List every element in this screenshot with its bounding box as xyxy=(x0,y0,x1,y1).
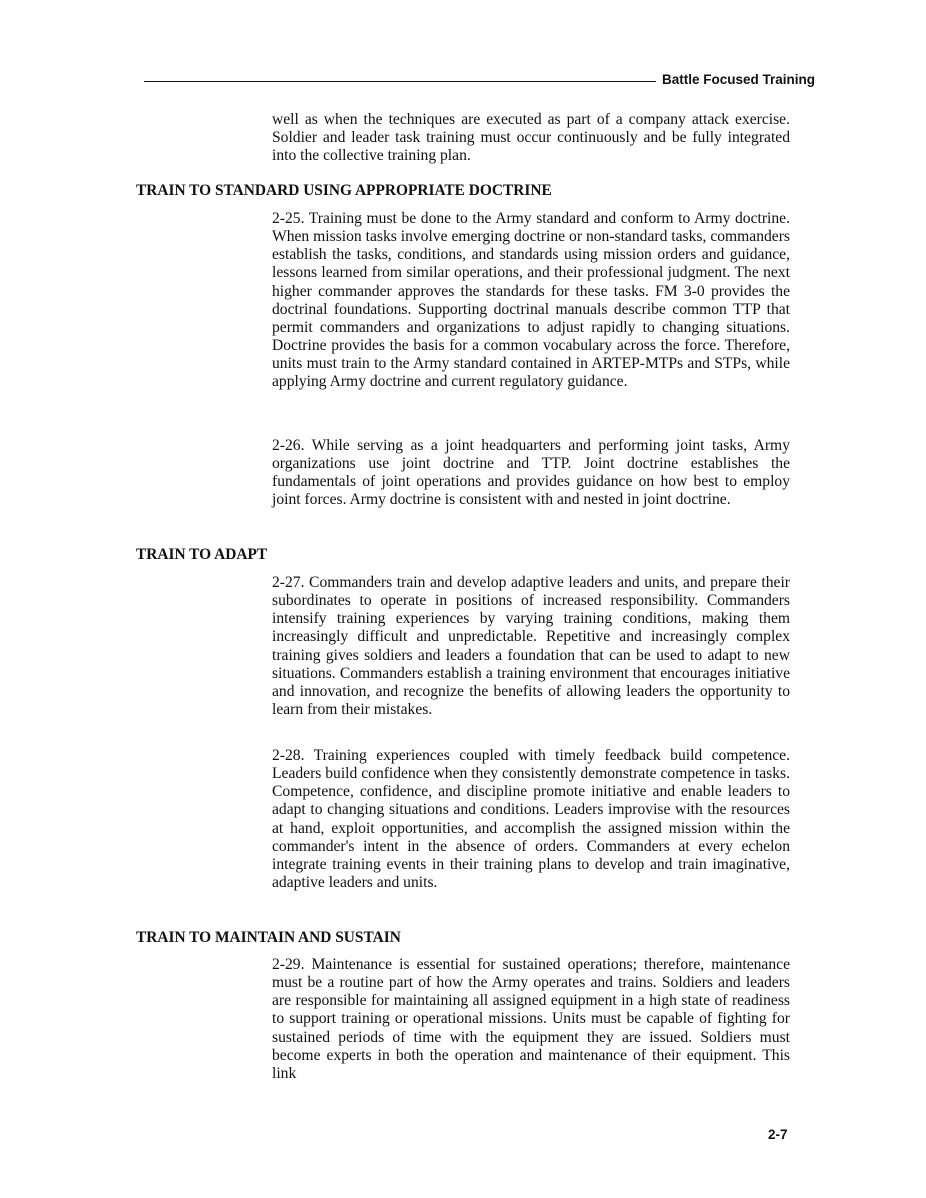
paragraph-2-29: 2-29. Maintenance is essential for sustained operations; therefore, maintenance must be a routine part of how the Army operates and trains. Soldiers and leaders are responsible for maintaining all assigned equipment in a high state of readiness to support training or operational missions. Units must be capable of fighting for sustained periods of time with the equipment they are issued. Soldiers must become experts in both the operation and maintenance of their equipment. This link xyxy=(272,956,790,1082)
paragraph-2-26: 2-26. While serving as a joint headquarters and performing joint tasks, Army organizations use joint doctrine and TTP. Joint doctrine establishes the fundamentals of joint operations and provides guidance on how best to employ joint forces. Army doctrine is consistent with and nested in joint doctrine. xyxy=(272,437,790,509)
section-heading-train-to-standard: TRAIN TO STANDARD USING APPROPRIATE DOCTRINE xyxy=(136,182,552,199)
header-rule xyxy=(144,81,656,82)
section-heading-train-to-adapt: TRAIN TO ADAPT xyxy=(136,546,268,563)
paragraph-2-27: 2-27. Commanders train and develop adaptive leaders and units, and prepare their subordinates to operate in positions of increased responsibility. Commanders intensify training experiences by varying training conditions, making them increasingly difficult and unpredictable. Repetitive and increasingly complex training gives soldiers and leaders a foundation that can be used to adapt to new situations. Commanders establish a training environment that encourages initiative and innovation, and recognize the benefits of allowing leaders the opportunity to learn from their mistakes. xyxy=(272,574,790,719)
page-number: 2-7 xyxy=(768,1127,788,1142)
section-heading-train-to-maintain: TRAIN TO MAINTAIN AND SUSTAIN xyxy=(136,929,401,946)
paragraph-2-25: 2-25. Training must be done to the Army standard and conform to Army doctrine. When mission tasks involve emerging doctrine or non-standard tasks, commanders establish the tasks, conditions, and standards using mission orders and guidance, lessons learned from similar operations, and their professional judgment. The next higher commander approves the standards for these tasks. FM 3-0 provides the doctrinal foundations. Supporting doctrinal manuals describe common TTP that permit commanders and organizations to adjust rapidly to changing situations. Doctrine provides the basis for a common vocabulary across the force. Therefore, units must train to the Army standard contained in ARTEP-MTPs and STPs, while applying Army doctrine and current regulatory guidance. xyxy=(272,210,790,391)
running-header-title: Battle Focused Training xyxy=(662,72,816,87)
paragraph-2-28: 2-28. Training experiences coupled with timely feedback build competence. Leaders build confidence when they consistently demonstrate competence in tasks. Competence, confidence, and discipline promote initiative and enable leaders to adapt to changing situations and conditions. Leaders improvise with the resources at hand, exploit opportunities, and accomplish the assigned mission within the commander's intent in the absence of orders. Commanders at every echelon integrate training events in their training plans to develop and train imaginative, adaptive leaders and units. xyxy=(272,747,790,892)
continued-paragraph: well as when the techniques are executed as part of a company attack exercise. Soldier and leader task training must occur continuously and be fully integrated into the collective training plan. xyxy=(272,111,790,165)
